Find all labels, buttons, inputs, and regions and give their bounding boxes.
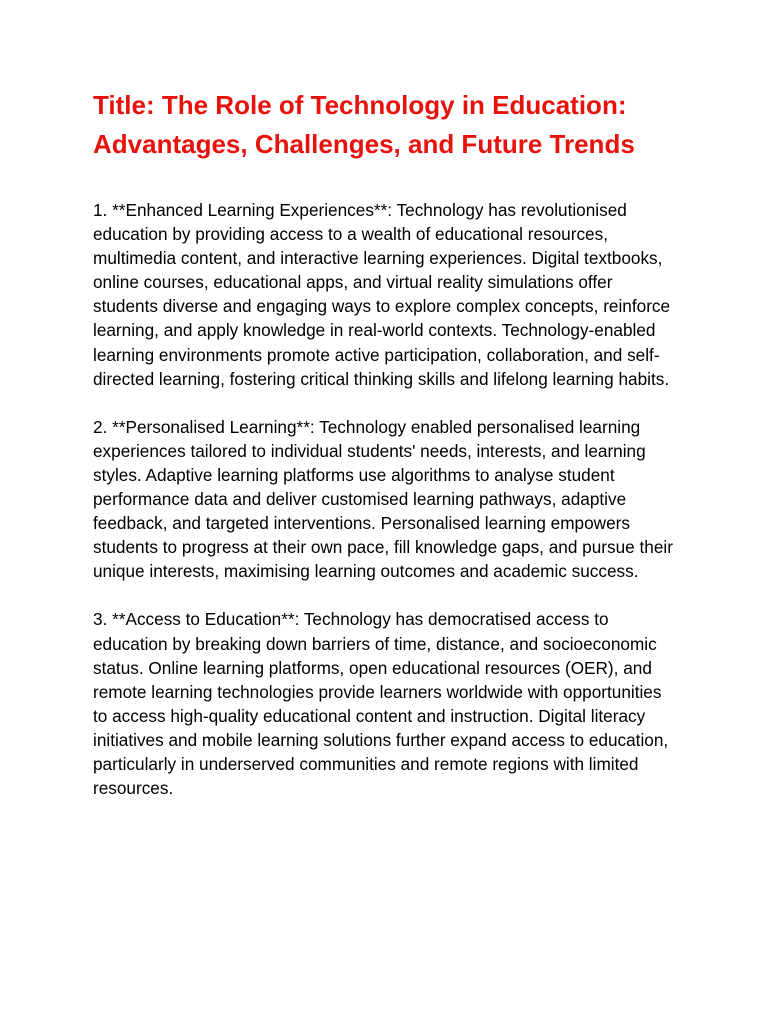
paragraph-enhanced-learning: 1. **Enhanced Learning Experiences**: Technology has revolutionised education by providing access to a wealth of educational resources, multimedia content, and interactive learning experiences. Digital textbooks, online courses, educational apps, and virtual reality simulations offer students diverse and engaging ways to explore complex concepts, reinforce learning, and apply knowledge in real-world contexts. Technology-enabled learning environments promote active participation, collaboration, and self-directed learning, fostering critical thinking skills and lifelong learning habits. [93, 200, 671, 389]
document-title: Title: The Role of Technology in Education: Advantages, Challenges, and Future Trends [93, 90, 635, 159]
paragraph-personalised-learning: 2. **Personalised Learning**: Technology enabled personalised learning experiences tailored to individual students' needs, interests, and learning styles. Adaptive learning platforms use algorithms to analyse student performance data and deliver customised learning pathways, adaptive feedback, and targeted interventions. Personalised learning empowers students to progress at their own pace, fill knowledge gaps, and pursue their unique interests, maximising learning outcomes and academic success. [93, 416, 673, 582]
paragraph-access-to-education: 3. **Access to Education**: Technology has democratised access to education by breaking down barriers of time, distance, and socioeconomic status. Online learning platforms, open educational resources (OER), and remote learning technologies provide learners worldwide with opportunities to access high-quality educational content and instruction. Digital literacy initiatives and mobile learning solutions further expand access to education, particularly in underserved communities and remote regions with limited resources. [93, 609, 669, 799]
